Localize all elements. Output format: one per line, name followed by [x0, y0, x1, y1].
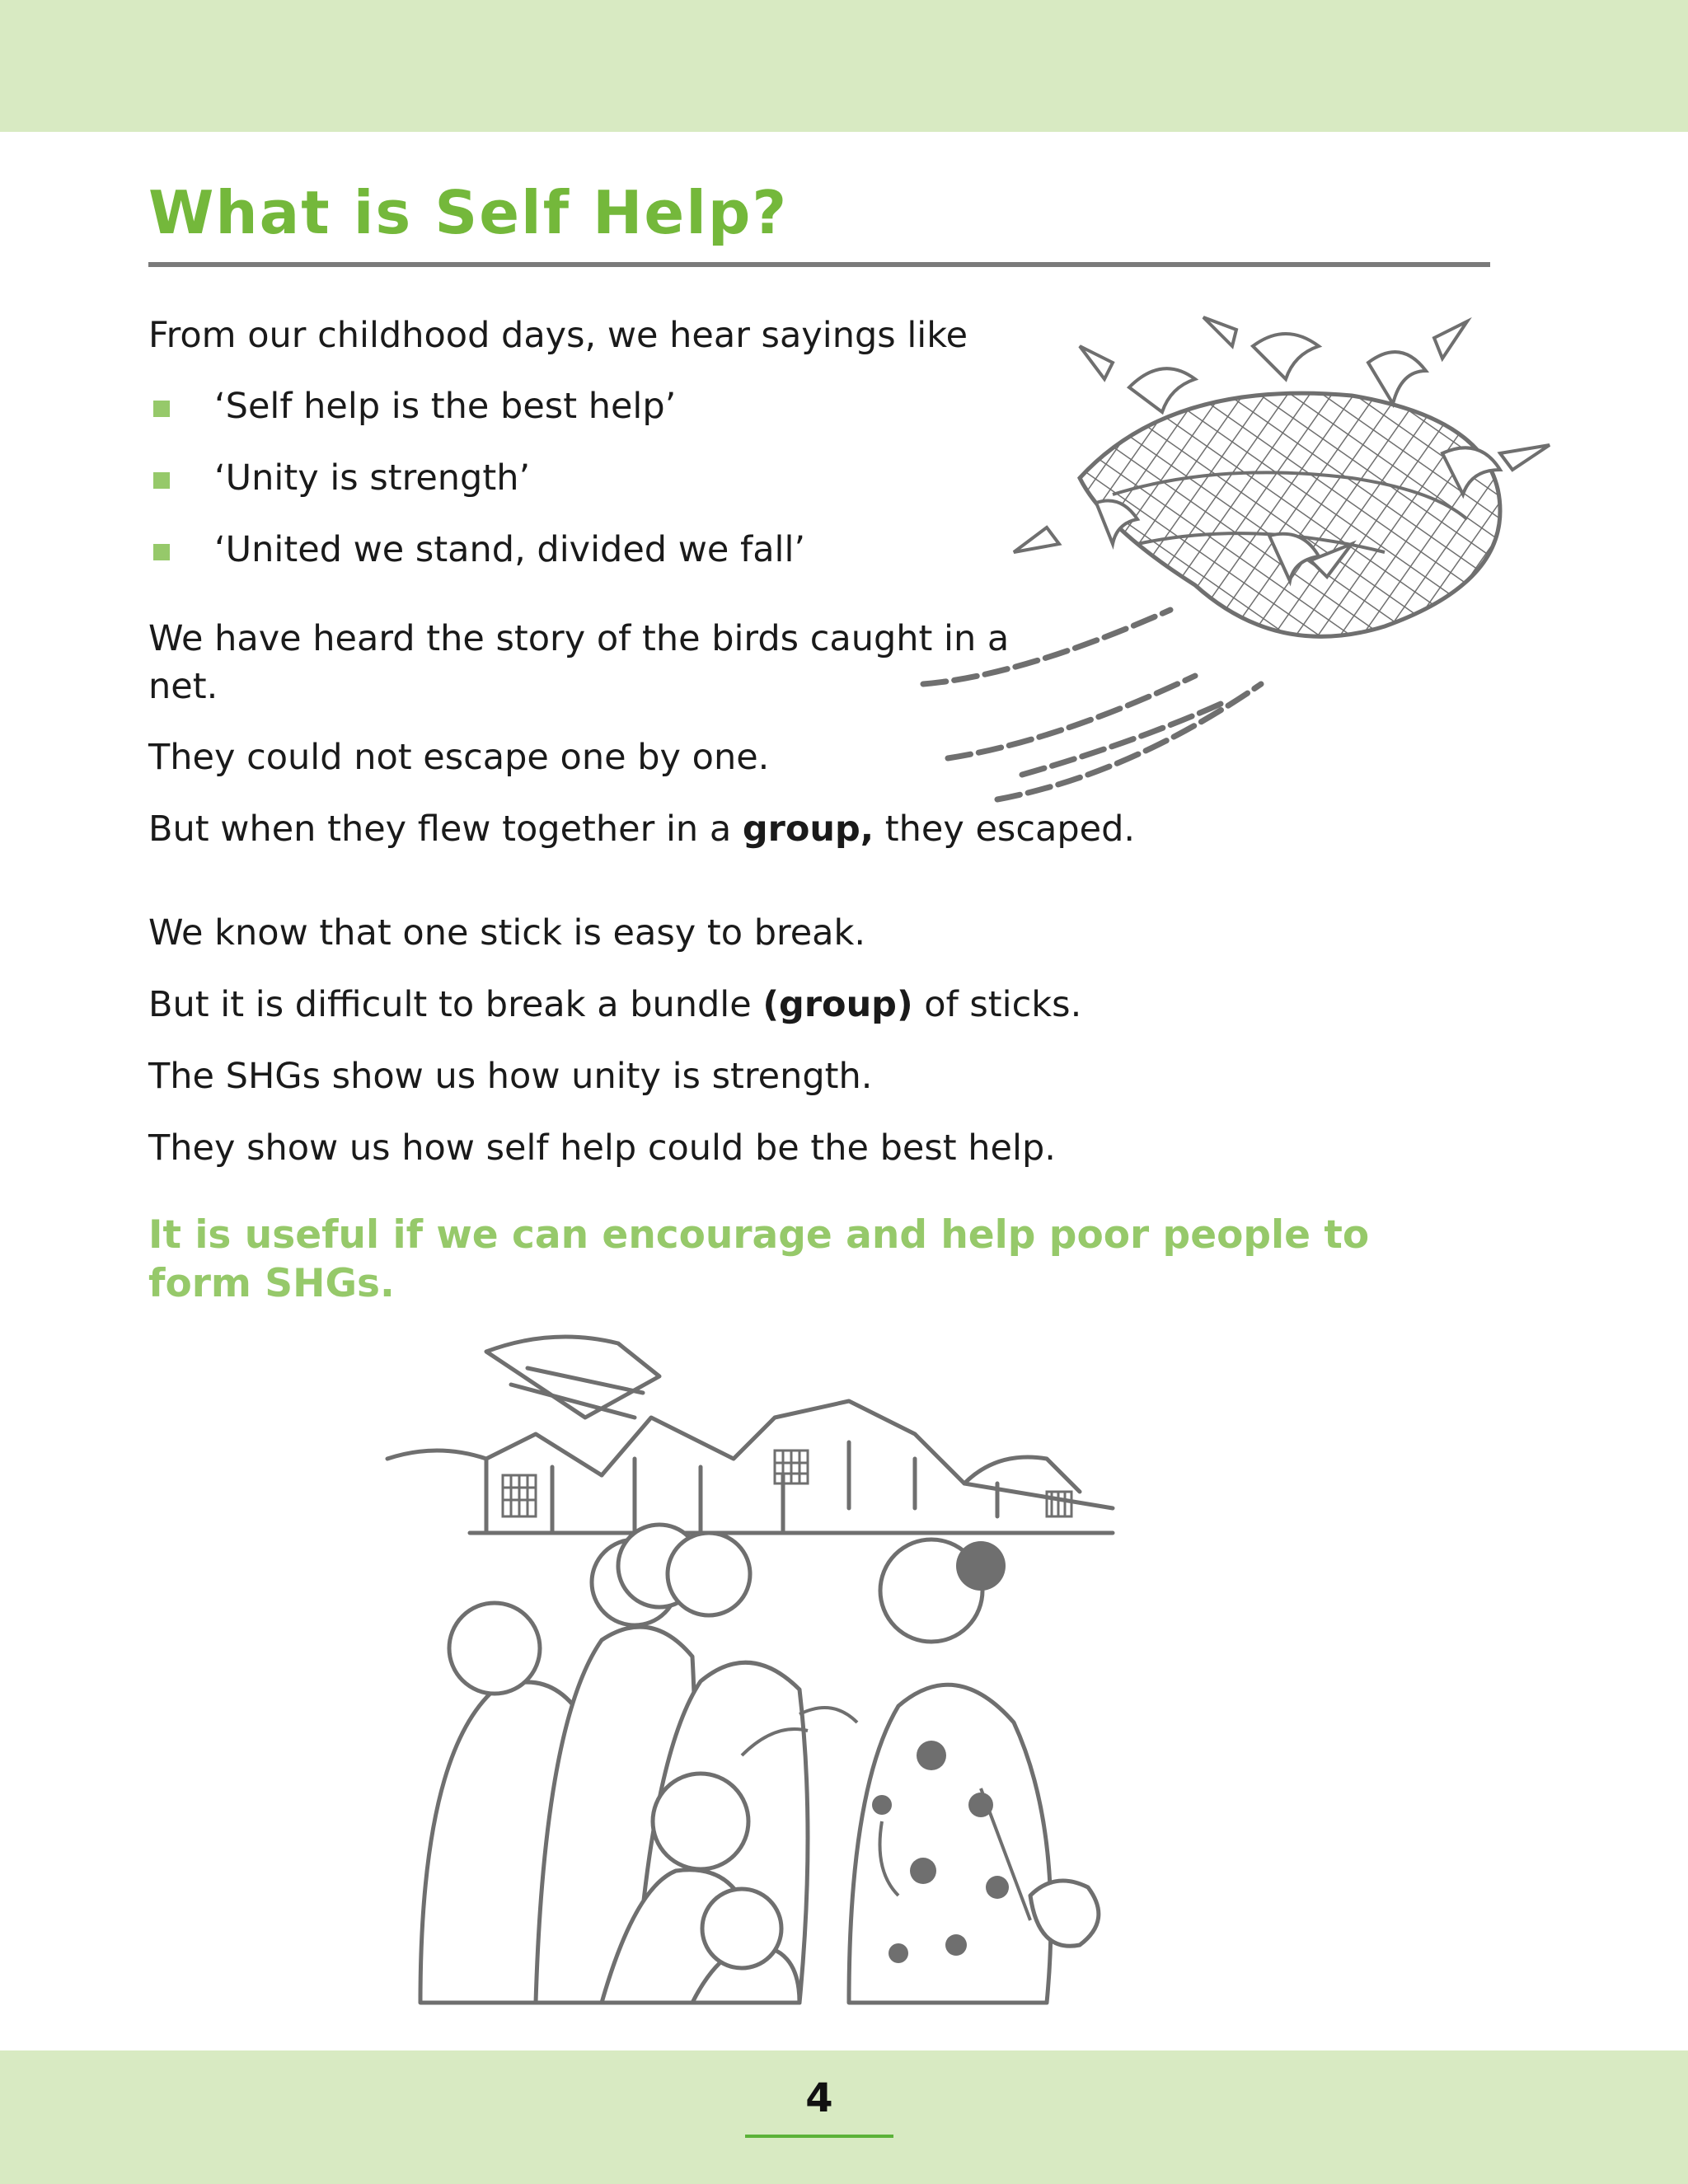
intro-text: From our childhood days, we hear sayings like: [148, 315, 968, 356]
sticks-line-1: We know that one stick is easy to break.: [148, 912, 866, 954]
bullet-square-icon: [153, 401, 170, 417]
bullet-square-icon: [153, 544, 170, 560]
saying-text: ‘Self help is the best help’: [214, 386, 677, 427]
sticks-line-3: The SHGs show us how unity is strength.: [148, 1056, 873, 1097]
page-title: What is Self Help?: [148, 178, 789, 247]
village-women-illustration: [387, 1294, 1228, 2003]
story-line-2: net.: [148, 666, 218, 707]
page-number-underline: [745, 2135, 893, 2138]
story-text: they escaped.: [874, 808, 1136, 850]
sticks-emphasis: (group): [762, 984, 913, 1025]
bullet-square-icon: [153, 472, 170, 489]
birds-net-illustration: [923, 313, 1582, 824]
page-number: 4: [805, 2075, 833, 2121]
story-emphasis: group,: [742, 808, 874, 850]
story-text: But when they flew together in a: [148, 808, 743, 850]
callout-text: It is useful if we can encourage and help poor people to form SHGs.: [148, 1212, 1370, 1306]
saying-text: ‘Unity is strength’: [214, 457, 531, 499]
story-line-3: They could not escape one by one.: [148, 737, 770, 778]
sticks-line-2: [148, 982, 1081, 1029]
title-underline: [148, 262, 1490, 267]
story-line-1: We have heard the story of the birds caught in a: [148, 618, 1010, 659]
top-header-band: [0, 0, 1688, 132]
sticks-text: of sticks.: [912, 984, 1082, 1025]
saying-text: ‘United we stand, divided we fall’: [214, 529, 806, 570]
sticks-text: But it is difficult to break a bundle: [148, 984, 763, 1025]
sticks-line-4: They show us how self help could be the best help.: [148, 1127, 1056, 1169]
